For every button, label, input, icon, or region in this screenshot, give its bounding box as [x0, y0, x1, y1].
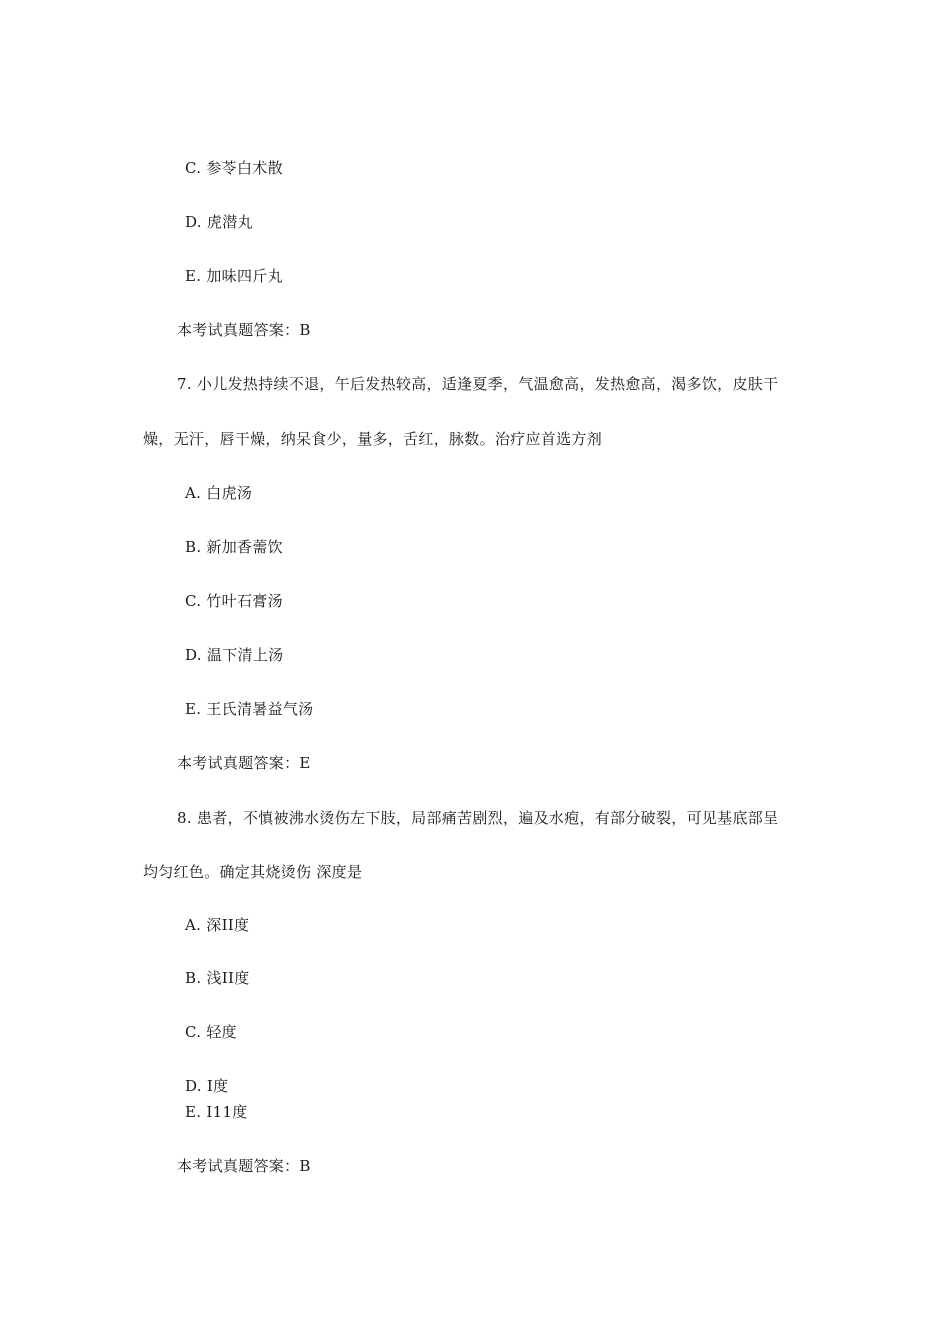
q7-option-c: C. 竹叶石膏汤: [185, 592, 283, 610]
q7-option-d: D. 温下清上汤: [185, 646, 284, 664]
q8-option-b: B. 浅II度: [185, 969, 250, 987]
q7-option-e: E. 王氏清暑益气汤: [185, 700, 314, 718]
q6-option-e: E. 加味四斤丸: [185, 267, 283, 285]
q7-stem-line1: 7. 小儿发热持续不退，午后发热较高，适逢夏季，气温愈高，发热愈高，渴多饮，皮肤干: [177, 375, 779, 393]
q8-option-e: E. I11度: [185, 1103, 248, 1121]
q8-stem-line2: 均匀红色。确定其烧烫伤 深度是: [143, 863, 363, 881]
q7-stem-line2: 燥，无汗，唇干燥，纳呆食少，量多，舌红，脉数。治疗应首选方剂: [143, 430, 603, 448]
q6-option-c: C. 参苓白术散: [185, 159, 283, 177]
q8-option-d: D. I度: [185, 1077, 229, 1095]
q7-answer: 本考试真题答案：E: [177, 754, 311, 772]
q8-option-a: A. 深II度: [185, 916, 250, 934]
q7-option-b: B. 新加香薷饮: [185, 538, 283, 556]
q6-answer: 本考试真题答案：B: [177, 321, 311, 339]
q8-option-c: C. 轻度: [185, 1023, 237, 1041]
q8-answer: 本考试真题答案：B: [177, 1157, 311, 1175]
q6-option-d: D. 虎潜丸: [185, 213, 253, 231]
q7-option-a: A. 白虎汤: [185, 484, 253, 502]
q8-stem-line1: 8. 患者，不慎被沸水烫伤左下肢，局部痛苦剧烈，遍及水疱，有部分破裂，可见基底部呈: [177, 809, 779, 827]
